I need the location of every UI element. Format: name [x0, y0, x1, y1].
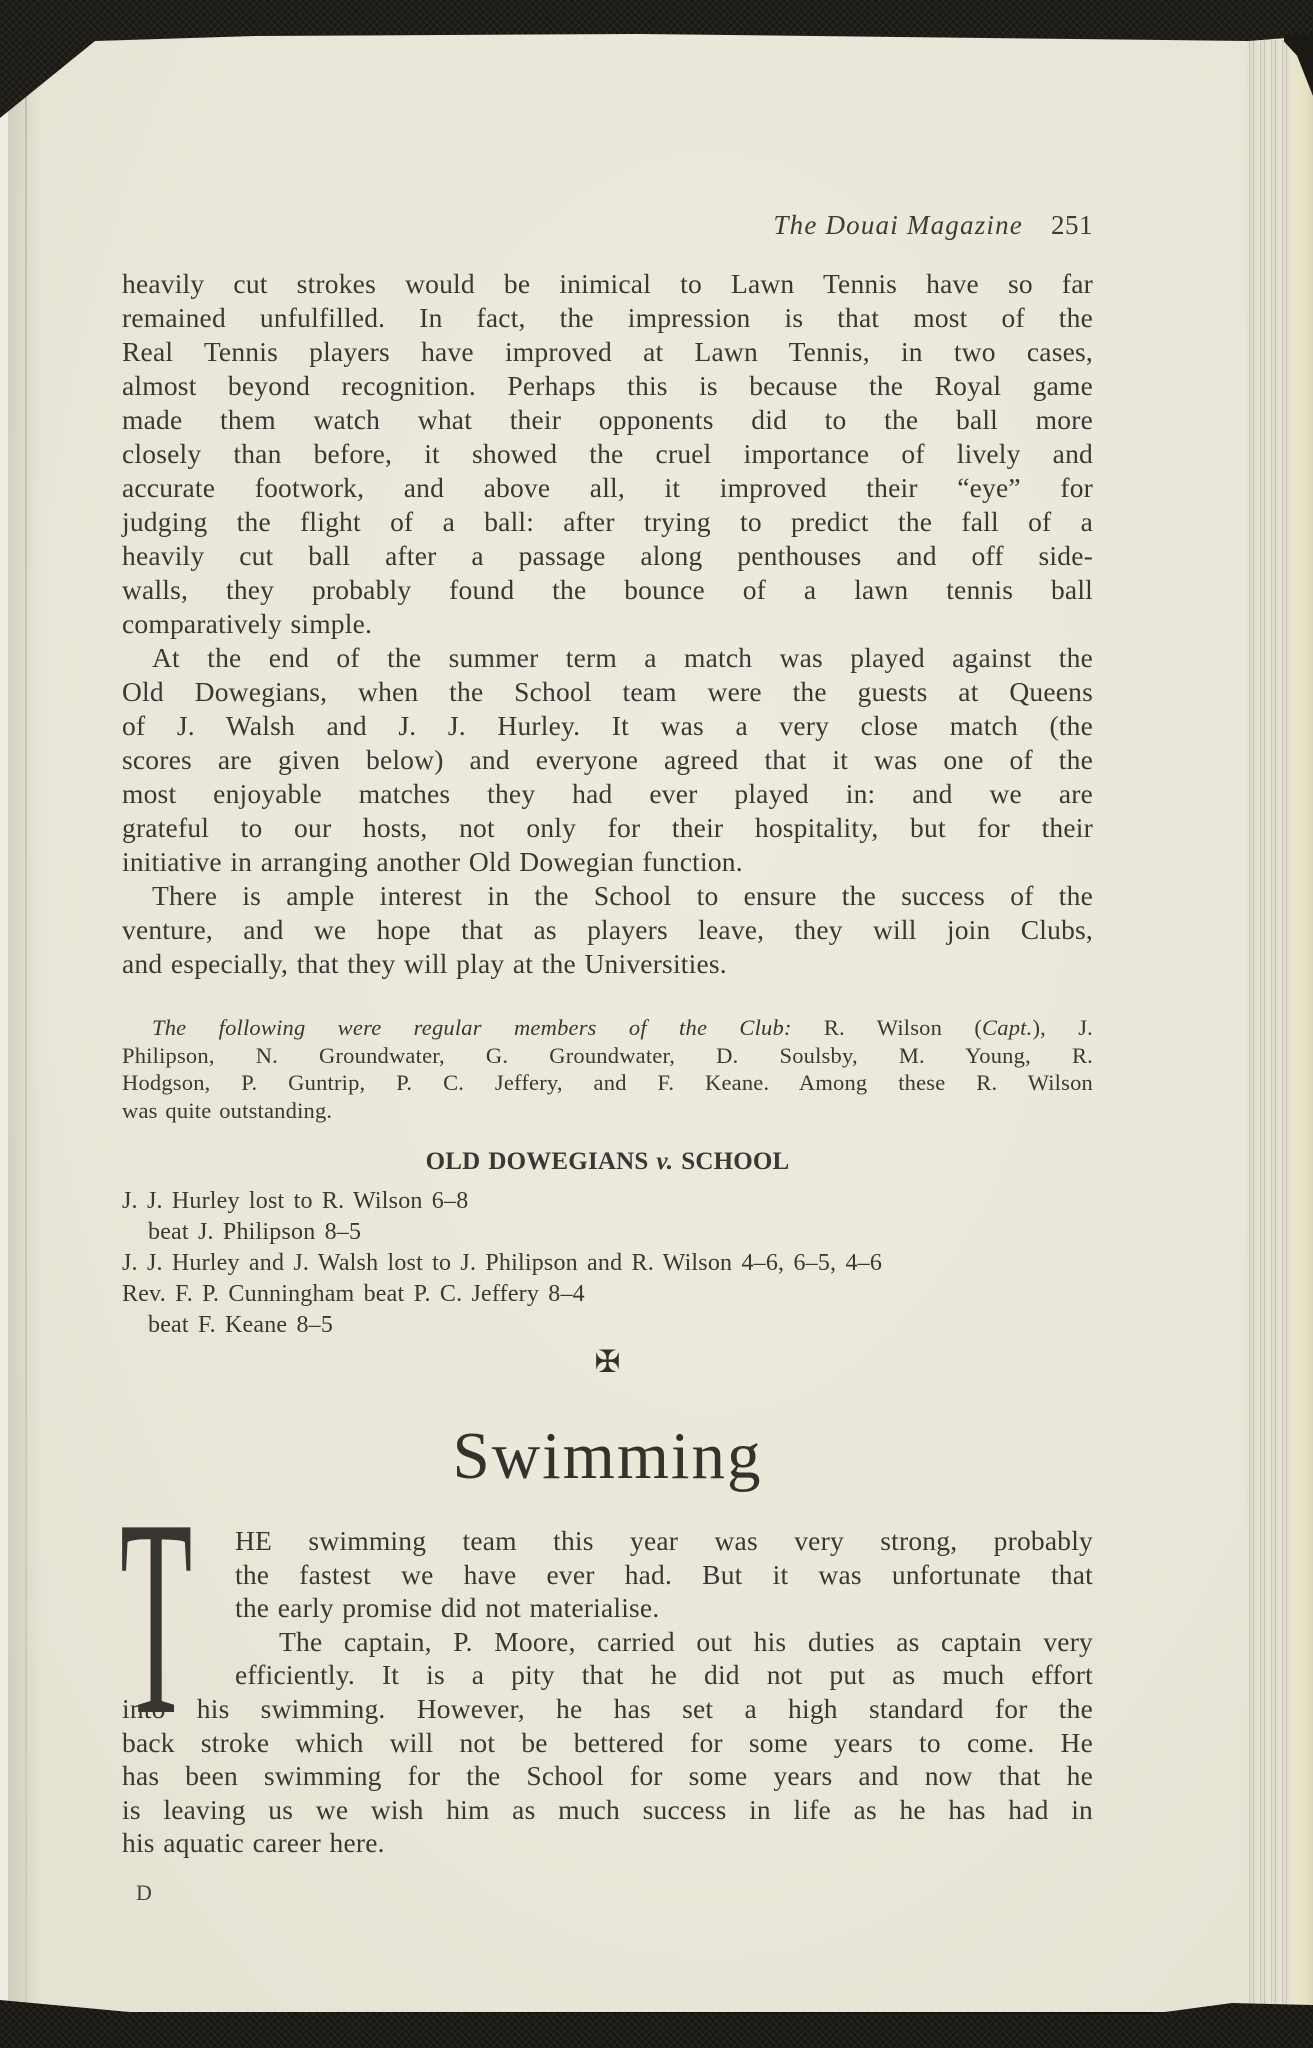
running-head — [122, 210, 1093, 246]
page-stack-fore-edge — [1246, 40, 1293, 2006]
text-line: remained unfulfilled. In fact, the impression is that most of the — [122, 302, 1093, 333]
swimming-section-title: Swimming — [452, 1419, 763, 1493]
text-line: J. J. Hurley lost to R. Wilson 6–8 — [122, 1188, 469, 1214]
text-line: walls, they probably found the bounce of a lawn tennis ball — [122, 574, 1093, 605]
text-line: made them watch what their opponents did to the ball more — [122, 404, 1093, 435]
text-line: has been swimming for the School for some years and now that he — [122, 1760, 1093, 1792]
match-heading — [122, 1148, 1093, 1176]
page-left-edge — [0, 30, 8, 2012]
match-results — [122, 1186, 1093, 1341]
printers-signature-mark: D — [136, 1880, 153, 1905]
text-line: comparatively simple. — [122, 608, 373, 639]
text-line: There is ample interest in the School to ensure the success of the — [152, 880, 1093, 911]
text-line: his aquatic career here. — [122, 1827, 385, 1859]
gutter-crease-line — [25, 30, 27, 2012]
text-line: judging the flight of a ball: after trying to predict the fall of a — [122, 506, 1093, 537]
drop-cap-letter: T — [120, 1461, 193, 1773]
swimming-article-body — [122, 1524, 1093, 1860]
magazine-title: The Douai Magazine — [773, 210, 1023, 240]
text-line: heavily cut strokes would be inimical to Lawn Tennis have so far — [122, 268, 1093, 299]
page-number: 251 — [1051, 210, 1093, 240]
text-line: back stroke which will not be bettered for some years to come. He — [122, 1726, 1093, 1758]
text-line: into his swimming. However, he has set a high standard for the — [122, 1692, 1093, 1724]
text-line: OLD DOWEGIANS v. SCHOOL — [425, 1148, 790, 1175]
facing-page-edge — [1293, 34, 1313, 2024]
text-line: of J. Walsh and J. J. Hurley. It was a very close match (the — [122, 710, 1093, 741]
text-line: accurate footwork, and above all, it improved their “eye” for — [122, 472, 1093, 503]
text-line: is leaving us we wish him as much success in life as he has had in — [122, 1793, 1093, 1825]
text-line: the fastest we have ever had. But it was unfortunate that — [235, 1558, 1093, 1590]
text-line: venture, and we hope that as players leave, they will join Clubs, — [122, 914, 1093, 945]
text-line: beat J. Philipson 8–5 — [148, 1219, 362, 1245]
text-line: Old Dowegians, when the School team were the guests at Queens — [122, 676, 1093, 707]
text-line: Philipson, N. Groundwater, G. Groundwater, D. Soulsby, M. Young, R. — [122, 1042, 1093, 1068]
text-line: scores are given below) and everyone agreed that it was one of the — [122, 744, 1093, 775]
text-line: Hodgson, P. Guntrip, P. C. Jeffery, and F. Keane. Among these R. Wilson — [122, 1070, 1093, 1095]
tennis-paragraph-1 — [122, 267, 1093, 641]
text-line: almost beyond recognition. Perhaps this is because the Royal game — [122, 370, 1093, 401]
text-line: The following were regular members of the Club: R. Wilson (Capt.), J. — [152, 1015, 1093, 1040]
text-line: HE swimming team this year was very strong, probably — [235, 1525, 1093, 1556]
text-line: and especially, that they will play at the Universities. — [122, 948, 727, 979]
club-members-note — [122, 1014, 1093, 1124]
text-line: closely than before, it showed the cruel importance of lively and — [122, 438, 1093, 469]
text-line: J. J. Hurley and J. Walsh lost to J. Philipson and R. Wilson 4–6, 6–5, 4–6 — [122, 1250, 883, 1276]
text-line: beat F. Keane 8–5 — [148, 1312, 334, 1338]
text-line: grateful to our hosts, not only for their hospitality, but for their — [122, 812, 1093, 843]
text-line: initiative in arranging another Old Dowegian function. — [122, 846, 743, 877]
text-line: The captain, P. Moore, carried out his duties as captain very — [279, 1625, 1093, 1657]
tennis-paragraph-2 — [122, 641, 1093, 879]
gutter-shadow — [8, 30, 48, 2012]
text-line: Rev. F. P. Cunningham beat P. C. Jeffery 8–4 — [122, 1281, 585, 1307]
maltese-cross-ornament: ✠ — [594, 1344, 621, 1380]
tennis-article-body — [122, 267, 1093, 981]
text-line: the early promise did not materialise. — [235, 1592, 660, 1624]
tennis-paragraph-3 — [122, 879, 1093, 981]
text-line: was quite outstanding. — [122, 1097, 333, 1123]
text-line: At the end of the summer term a match was played against the — [152, 642, 1093, 673]
text-line: Real Tennis players have improved at Lawn Tennis, in two cases, — [122, 336, 1093, 367]
text-line: most enjoyable matches they had ever played in: and we are — [122, 778, 1093, 809]
text-line: efficiently. It is a pity that he did not put as much effort — [235, 1659, 1093, 1691]
text-line: heavily cut ball after a passage along penthouses and off side- — [122, 540, 1093, 571]
